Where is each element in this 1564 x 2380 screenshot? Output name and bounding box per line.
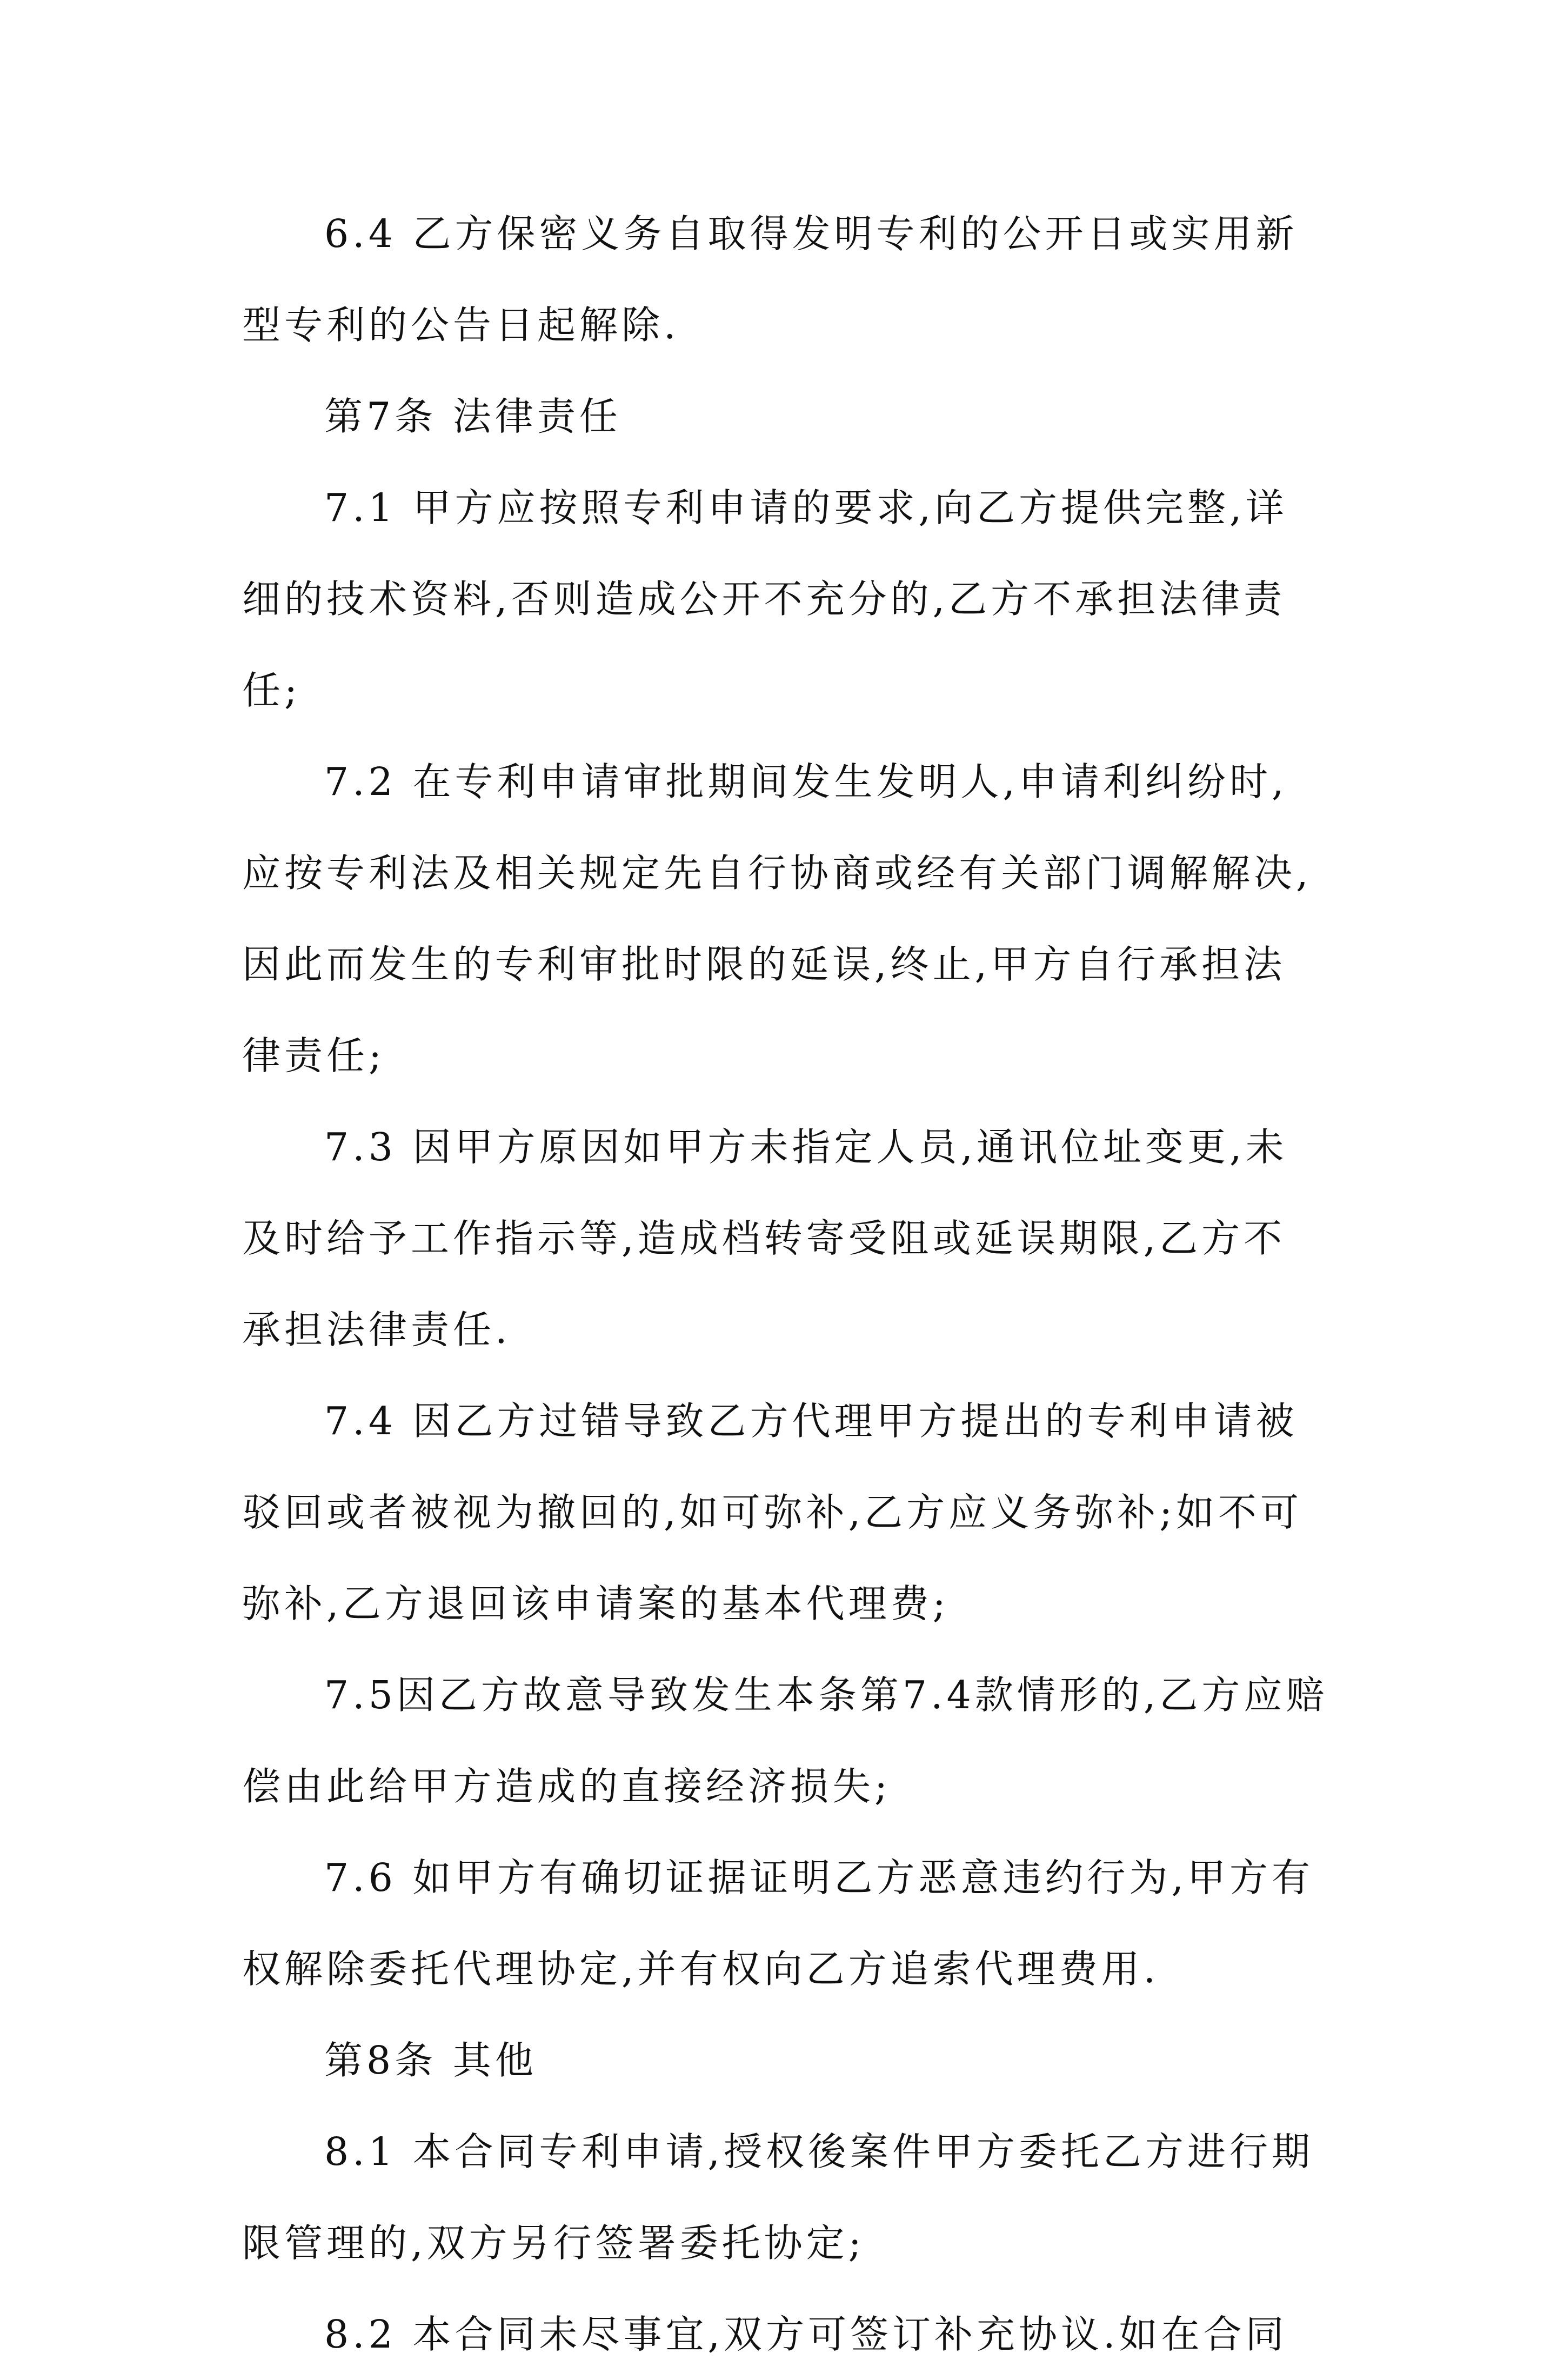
text-line: 7.5因乙方故意导致发生本条第7.4款情形的,乙方应赔 (324, 1673, 1328, 1717)
text-line: 8.1 本合同专利申请,授权後案件甲方委托乙方进行期 (324, 2129, 1314, 2174)
text-line: 7.4 因乙方过错导致乙方代理甲方提出的专利申请被 (324, 1399, 1298, 1443)
text-line: 7.1 甲方应按照专利申请的要求,向乙方提供完整,详 (324, 485, 1288, 530)
text-line: 型专利的公告日起解除. (242, 303, 680, 347)
text-line: 弥补,乙方退回该申请案的基本代理费; (242, 1581, 950, 1626)
text-line: 承担法律责任. (242, 1307, 511, 1352)
text-line: 因此而发生的专利审批时限的延误,终止,甲方自行承担法 (242, 942, 1286, 987)
text-line: 应按专利法及相关规定先自行协商或经有关部门调解解决, (242, 851, 1312, 895)
section-heading: 第8条 其他 (324, 2038, 537, 2083)
document-body (242, 188, 1328, 2380)
text-line: 6.4 乙方保密义务自取得发明专利的公开日或实用新 (324, 211, 1298, 256)
text-line: 细的技术资料,否则造成公开不充分的,乙方不承担法律责 (242, 577, 1286, 621)
text-line: 7.2 在专利申请审批期间发生发明人,申请利纠纷时, (324, 759, 1288, 804)
text-line: 律责任; (242, 1033, 385, 1078)
text-line: 7.6 如甲方有确切证据证明乙方恶意违约行为,甲方有 (324, 1855, 1314, 1900)
section-heading: 第7条 法律责任 (324, 394, 621, 439)
text-line: 偿由此给甲方造成的直接经济损失; (242, 1764, 891, 1809)
text-line: 7.3 因甲方原因如甲方未指定人员,通讯位址变更,未 (324, 1125, 1288, 1169)
text-line: 驳回或者被视为撤回的,如可弥补,乙方应义务弥补;如不可 (242, 1490, 1303, 1535)
text-line: 8.2 本合同未尽事宜,双方可签订补充协议.如在合同 (324, 2312, 1288, 2357)
text-line: 任; (242, 668, 301, 713)
text-line: 限管理的,双方另行签署委托协定; (242, 2221, 865, 2265)
text-line: 及时给予工作指示等,造成档转寄受阻或延误期限,乙方不 (242, 1216, 1286, 1261)
text-line: 权解除委托代理协定,并有权向乙方追索代理费用. (242, 1947, 1160, 1991)
